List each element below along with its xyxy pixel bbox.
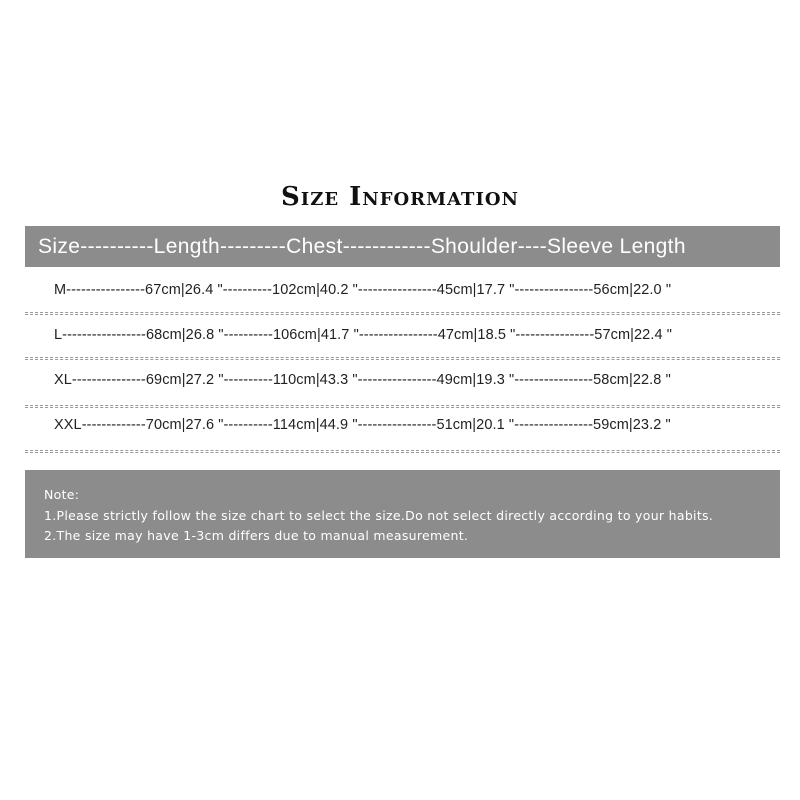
size-table-header: Size----------Length---------Chest------------Shoulder----Sleeve Length: [25, 226, 780, 267]
row-text: XXL-------------70cm|27.6 "----------114cm|44.9 "----------------51cm|20.1 "----------------59cm|23.2 ": [54, 417, 671, 433]
note-line-1: 1.Please strictly follow the size chart to select the size.Do not select directly according to your habits.: [44, 507, 714, 523]
table-row-m: [25, 268, 780, 313]
page-title: Size Information: [281, 182, 519, 212]
row-text: L-----------------68cm|26.8 "----------106cm|41.7 "----------------47cm|18.5 "----------------57cm|22.4 ": [54, 327, 672, 343]
note-heading: Note:: [44, 487, 80, 502]
row-text: M----------------67cm|26.4 "----------102cm|40.2 "----------------45cm|17.7 "----------------56cm|22.0 ": [54, 282, 672, 298]
note-box: [25, 470, 780, 558]
row-divider: [25, 450, 780, 453]
note-line-2: 2.The size may have 1-3cm differs due to manual measurement.: [44, 528, 469, 543]
row-text: XL---------------69cm|27.2 "----------110cm|43.3 "----------------49cm|19.3 "----------------58cm|22.8 ": [54, 372, 671, 388]
table-row-l: [25, 313, 780, 358]
table-row-xl: [25, 358, 780, 403]
table-row-xxl: [25, 403, 780, 448]
size-table: [25, 268, 780, 448]
